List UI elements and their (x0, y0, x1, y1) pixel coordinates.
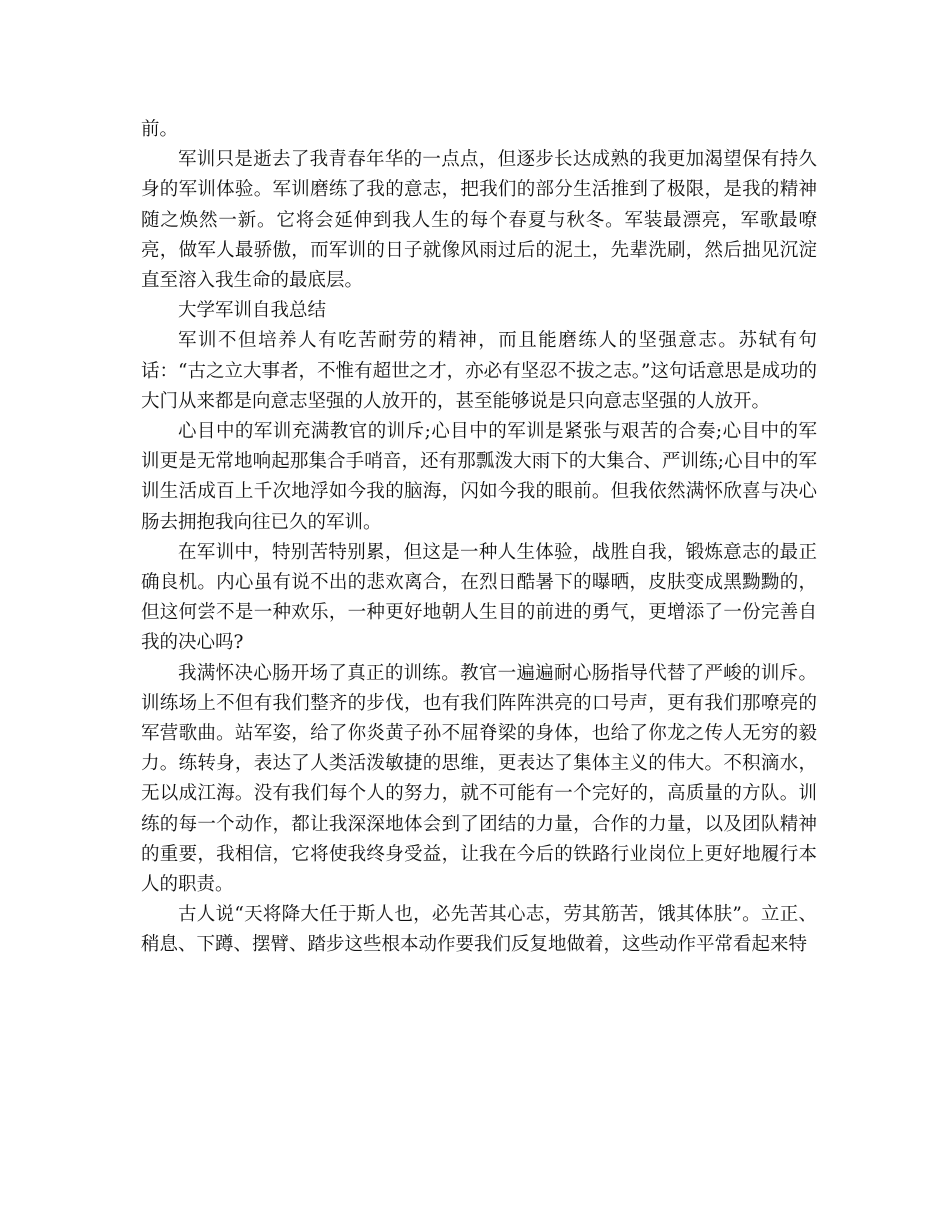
paragraph-continuation: 前。 (141, 119, 179, 140)
paragraph-training: 我满怀决心肠开场了真正的训练。教官一遍遍耐心肠指导代替了严峻的训斥。训练场上不但有我们整齐的步伐，也有我们阵阵洪亮的口号声，更有我们那嘹亮的军营歌曲。站军姿，给了你炎黄子孙不屈脊梁的身体，也给了你龙之传人无穷的毅力。练转身，表达了人类活泼敏捷的思维，更表达了集体主义的伟大。不积滴水，无以成江海。没有我们每个人的努力，就不可能有一个完好的，高质量的方队。训练的每一个动作，都让我深深地体会到了团结的力量，合作的力量，以及团队精神的重要，我相信，它将使我终身受益，让我在今后的铁路行业岗位上更好地履行本人的职责。 (141, 662, 817, 896)
document-body (141, 115, 817, 961)
paragraph-military-training-reflection: 军训只是逝去了我青春年华的一点点，但逐步长达成熟的我更加渴望保有持久身的军训体验。军训磨练了我的意志，把我们的部分生活推到了极限，是我的精神随之焕然一新。它将会延伸到我人生的每个春夏与秋冬。军装最漂亮，军歌最嘹亮，做军人最骄傲，而军训的日子就像风雨过后的泥土，先辈洗刷，然后拙见沉淀直至溶入我生命的最底层。 (141, 149, 817, 292)
paragraph-willpower: 军训不但培养人有吃苦耐劳的精神，而且能磨练人的坚强意志。苏轼有句话：“古之立大事者，不惟有超世之才，亦必有坚忍不拔之志。”这句话意思是成功的大门从来都是向意志坚强的人放开的，甚至能够说是只向意志坚强的人放开。 (141, 330, 817, 412)
section-heading: 大学军训自我总结 (178, 300, 327, 322)
paragraph-expectations: 心目中的军训充满教官的训斥;心目中的军训是紧张与艰苦的合奏;心目中的军训更是无常地响起那集合手哨音，还有那瓢泼大雨下的大集合、严训练;心目中的军训生活成百上千次地浮如今我的脑海，闪如今我的眼前。但我依然满怀欣喜与决心肠去拥抱我向往已久的军训。 (141, 421, 817, 533)
paragraph-ancient-saying: 古人说“天将降大任于斯人也，必先苦其心志，劳其筋苦，饿其体肤”。立正、稍息、下蹲、摆臂、踏步这些根本动作要我们反复地做着，这些动作平常看起来特 (141, 904, 817, 956)
paragraph-hardship: 在军训中，特别苦特别累，但这是一种人生体验，战胜自我，锻炼意志的最正确良机。内心虽有说不出的悲欢离合，在烈日酷暑下的曝晒，皮肤变成黑黝黝的，但这何尝不是一种欢乐，一种更好地朝人生目的前进的勇气，更增添了一份完善自我的决心吗? (141, 541, 817, 654)
